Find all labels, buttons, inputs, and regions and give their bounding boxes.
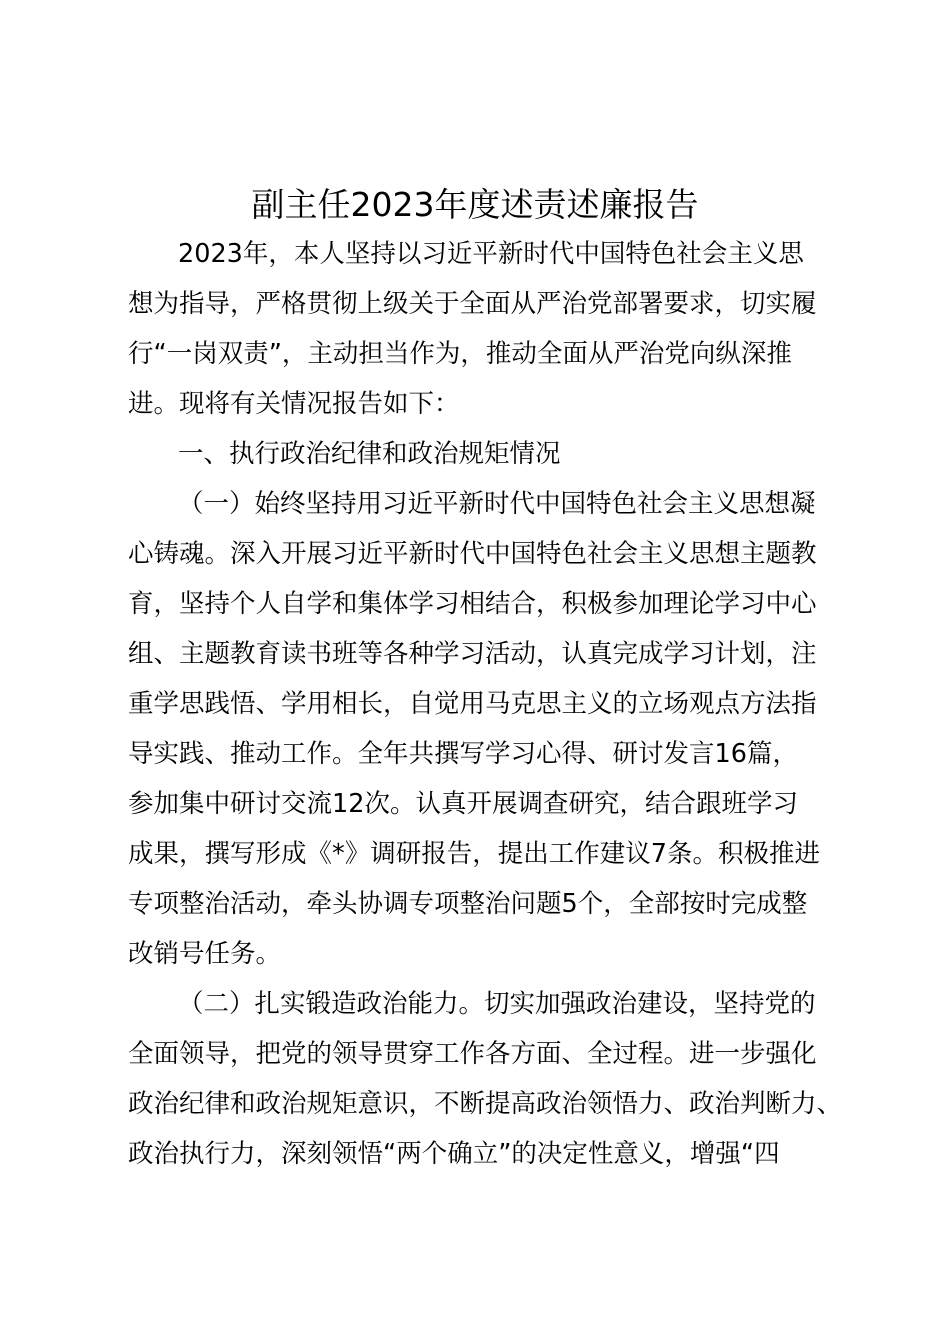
paragraph-2-line-7: 参加集中研讨交流12次。认真开展调查研究，结合跟班学习 <box>128 789 798 819</box>
paragraph-2-line-1: （一）始终坚持用习近平新时代中国特色社会主义思想凝 <box>178 489 816 519</box>
document-title: 副主任2023年度述责述廉报告 <box>251 185 699 224</box>
paragraph-2-line-4: 组、主题教育读书班等各种学习活动，认真完成学习计划，注 <box>128 639 817 669</box>
paragraph-3-line-1: （二）扎实锻造政治能力。切实加强政治建设，坚持党的 <box>178 989 816 1019</box>
paragraph-1-line-3: 行“一岗双责”，主动担当作为，推动全面从严治党向纵深推 <box>128 339 792 369</box>
paragraph-3-line-3: 政治纪律和政治规矩意识，不断提高政治领悟力、政治判断力、 <box>128 1089 843 1119</box>
paragraph-1-line-4: 进。现将有关情况报告如下： <box>128 389 460 419</box>
paragraph-3-line-4: 政治执行力，深刻领悟“两个确立”的决定性意义，增强“四 <box>128 1139 780 1169</box>
paragraph-2-line-10: 改销号任务。 <box>128 939 282 969</box>
paragraph-1-line-1: 2023年，本人坚持以习近平新时代中国特色社会主义思 <box>178 239 804 269</box>
paragraph-2-line-5: 重学思践悟、学用相长，自觉用马克思主义的立场观点方法指 <box>128 689 817 719</box>
paragraph-2-line-3: 育，坚持个人自学和集体学习相结合，积极参加理论学习中心 <box>128 589 817 619</box>
section-heading-1: 一、执行政治纪律和政治规矩情况 <box>178 439 561 469</box>
paragraph-2-line-2: 心铸魂。深入开展习近平新时代中国特色社会主义思想主题教 <box>128 539 817 569</box>
paragraph-2-line-9: 专项整治活动，牵头协调专项整治问题5个，全部按时完成整 <box>128 889 808 919</box>
paragraph-3-line-2: 全面领导，把党的领导贯穿工作各方面、全过程。进一步强化 <box>128 1039 817 1069</box>
paragraph-2-line-8: 成果，撰写形成《*》调研报告，提出工作建议7条。积极推进 <box>128 839 820 869</box>
paragraph-1-line-2: 想为指导，严格贯彻上级关于全面从严治党部署要求，切实履 <box>128 289 817 319</box>
paragraph-2-line-6: 导实践、推动工作。全年共撰写学习心得、研讨发言16篇， <box>128 739 798 769</box>
